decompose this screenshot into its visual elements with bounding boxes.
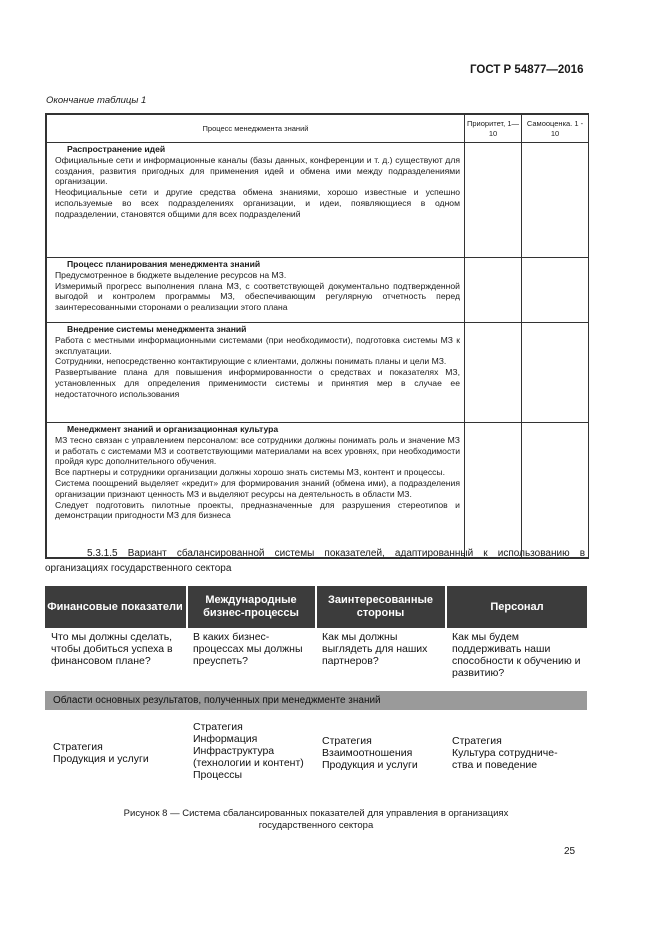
key-result-item: ства и поведение: [452, 759, 538, 771]
key-results-business-processes: [193, 721, 315, 781]
key-results-personnel: [452, 735, 584, 771]
key-result-item: Стратегия: [322, 735, 372, 747]
section-paragraph: Предусмотренное в бюджете выделение ресурсов на МЗ.: [55, 269, 287, 280]
process-cell: [47, 323, 465, 423]
key-result-item: Стратегия: [193, 721, 243, 733]
table-caption: Окончание таблицы 1: [46, 95, 147, 106]
self-assessment-cell[interactable]: [522, 143, 589, 258]
table-row: [47, 143, 589, 258]
table-header-row: [47, 115, 589, 143]
column-header-self-assessment: Самооценка. 1 - 10: [522, 115, 589, 143]
section-title: Распространение идей: [67, 144, 166, 154]
process-cell: [47, 423, 465, 558]
km-process-table: [45, 113, 589, 559]
header-stakeholders: Заинтересованные стороны: [328, 594, 433, 619]
key-results-financial: [53, 741, 185, 765]
key-results-band: Области основных результатов, полученных при менеджменте знаний: [45, 691, 587, 710]
section-paragraph: Официальные сети и информационные каналы (базы данных, конференции и т. д.) существуют для создания, развития пригодных для применения идей и обмена ими между подразделениями организации.: [55, 154, 460, 187]
key-result-item: Инфраструктура: [193, 745, 275, 757]
question-stakeholders: Как мы должны выглядеть для наших партнеров?: [322, 631, 428, 667]
priority-cell[interactable]: [465, 423, 522, 558]
section-paragraph: Работа с местными информационными системами (при необходимости), подготовка системы МЗ к эксплуатации.: [55, 334, 460, 356]
table-row: [47, 423, 589, 558]
key-result-item: Взаимоотношения: [322, 747, 413, 759]
question-personnel: Как мы будем поддерживать наши способности к обучению и развитию?: [452, 631, 581, 679]
key-result-item: Продукция и услуги: [53, 753, 149, 765]
process-cell: [47, 258, 465, 323]
section-title: Менеджмент знаний и организационная культура: [67, 424, 279, 434]
intro-paragraph: 5.3.1.5 Вариант сбалансированной системы показателей, адаптированный к использованию в организациях государственного сектора: [45, 548, 585, 574]
section-paragraph: Измеримый прогресс выполнения плана МЗ, с соответствующей документально подтвержденной выгодой и контролем программы МЗ, обеспечивающим регулярную отчетность перед заинтересованными сторонами о реализации этого плана: [55, 280, 460, 313]
question-business-processes: В каких бизнес-процессах мы должны преуспеть?: [193, 631, 303, 667]
process-cell: [47, 143, 465, 258]
section-paragraph: МЗ тесно связан с управлением персоналом: все сотрудники должны понимать роль и значение МЗ и работать с системами МЗ и соответствующими материалами на всех уровнях, при необходимости пройдя курс дополнительного обучения.: [55, 434, 460, 467]
section-paragraph: Развертывание плана для повышения информированности о средствах и показателях МЗ, установленных для определения применимости системы и принятия мер в случае ее недостаточного использования: [55, 367, 460, 399]
self-assessment-cell[interactable]: [522, 258, 589, 323]
document-code: ГОСТ Р 54877—2016: [470, 64, 584, 76]
priority-cell[interactable]: [465, 323, 522, 423]
figure-caption-line: государственного сектора: [258, 820, 374, 831]
header-personnel: Персонал: [490, 600, 544, 613]
column-header-process: Процесс менеджмента знаний: [47, 115, 465, 143]
table-row: [47, 258, 589, 323]
key-result-item: Стратегия: [53, 741, 103, 753]
key-result-item: Процессы: [193, 769, 243, 781]
key-results-stakeholders: [322, 735, 444, 771]
table-row: [47, 323, 589, 423]
self-assessment-cell[interactable]: [522, 323, 589, 423]
question-financial: Что мы должны сделать, чтобы добиться успеха в финансовом плане?: [51, 631, 173, 667]
section-title: Внедрение системы менеджмента знаний: [67, 324, 247, 334]
section-paragraph: Система поощрений выделяет «кредит» для формирования знаний (обмена ими), а подразделения организации признают ценность МЗ и выделяют ресурсы на деятельность в области МЗ.: [55, 477, 460, 499]
priority-cell[interactable]: [465, 143, 522, 258]
header-financial: Финансовые показатели: [47, 600, 183, 613]
balanced-scorecard-figure: [45, 586, 587, 800]
page-number: 25: [564, 846, 576, 857]
key-result-item: Продукция и услуги: [322, 759, 418, 771]
key-result-item: Культура сотрудниче-: [452, 747, 558, 759]
figure-caption: [45, 808, 587, 832]
key-result-item: Стратегия: [452, 735, 502, 747]
section-title: Процесс планирования менеджмента знаний: [67, 259, 261, 269]
self-assessment-cell[interactable]: [522, 423, 589, 558]
key-result-item: (технологии и контент): [193, 757, 304, 769]
figure-caption-line: Рисунок 8 — Система сбалансированных показателей для управления в организациях: [123, 808, 509, 819]
priority-cell[interactable]: [465, 258, 522, 323]
header-business-processes: Международные бизнес-процессы: [203, 594, 299, 619]
section-paragraph: Все партнеры и сотрудники организации должны хорошо знать системы МЗ, контент и процессы.: [55, 467, 445, 478]
section-paragraph: Сотрудники, непосредственно контактирующие с клиентами, должны понимать планы и цели МЗ.: [55, 356, 447, 367]
column-header-priority: Приоритет, 1— 10: [465, 115, 522, 143]
scorecard-header-row: [45, 586, 587, 628]
section-paragraph: Следует подготовить пилотные проекты, предназначенные для разрушения стереотипов и демонстрации пригодности МЗ для бизнеса: [55, 499, 460, 521]
section-paragraph: Неофициальные сети и другие средства обмена знаниями, хорошо известные и успешно используемые во всех подразделениях организации, и идеи, появляющиеся в одном подразделении, становятся общими для всех подразделений: [55, 187, 460, 219]
key-result-item: Информация: [193, 733, 258, 745]
